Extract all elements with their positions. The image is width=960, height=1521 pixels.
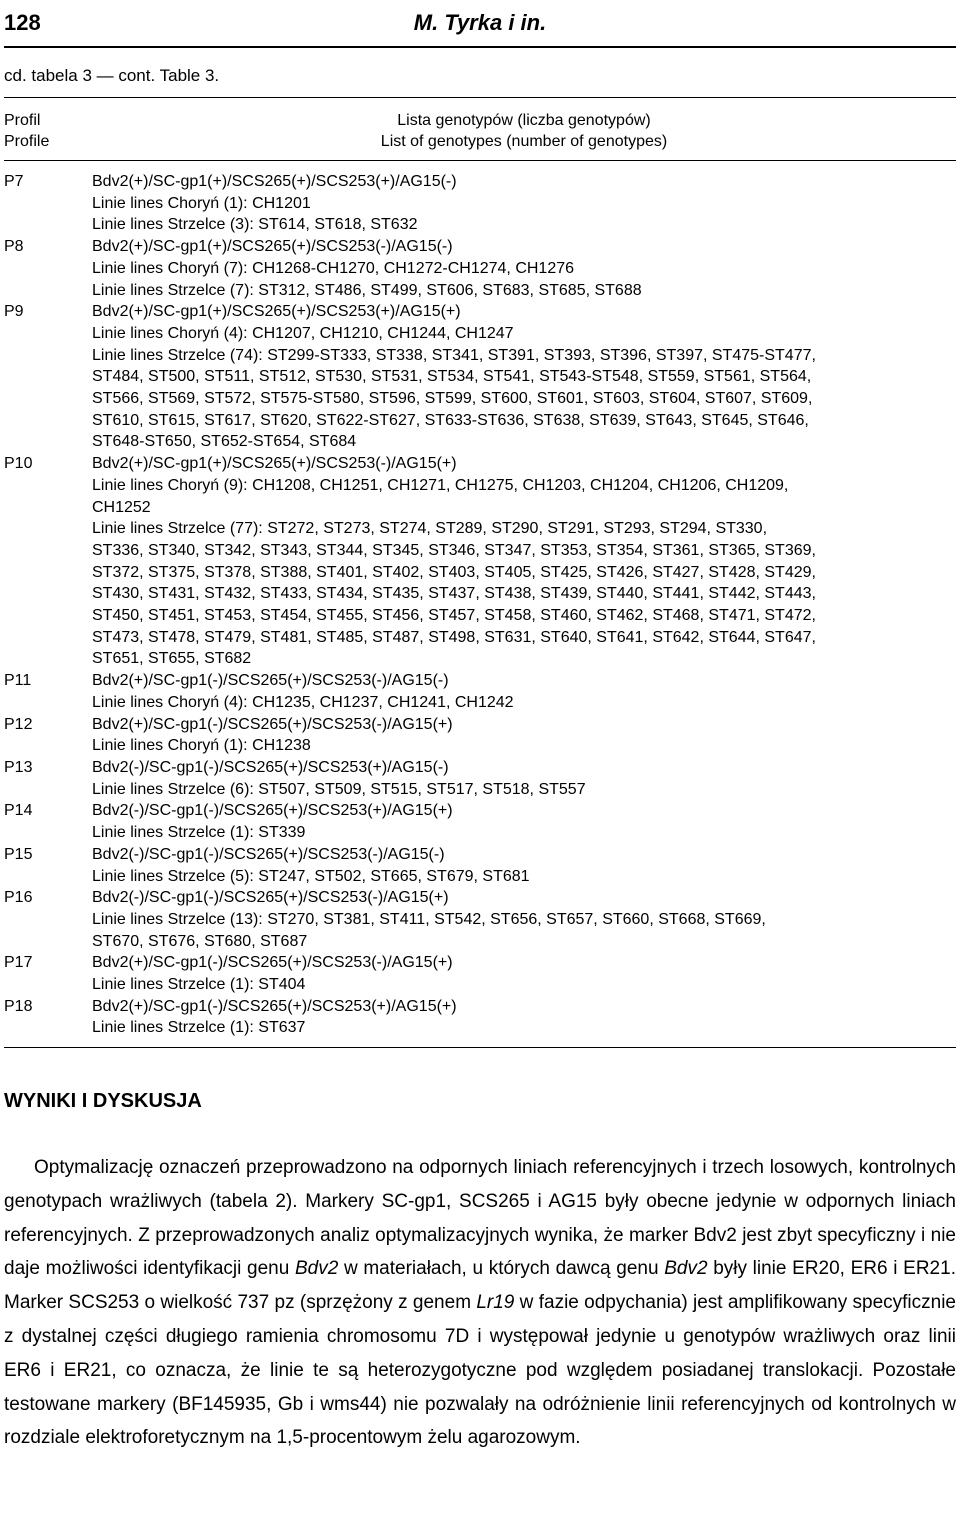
genotype-cell — [92, 996, 956, 1039]
marker-profile: Bdv2(-)/SC-gp1(-)/SCS265(+)/SCS253(-)/AG15(+) — [92, 889, 449, 907]
page-number: 128 — [4, 10, 41, 35]
running-title: M. Tyrka i in. — [413, 10, 547, 35]
marker-profile: Bdv2(-)/SC-gp1(-)/SCS265(+)/SCS253(+)/AG15(-) — [92, 758, 449, 776]
paragraph-text: w materiałach, u których dawcą genu — [338, 1258, 665, 1280]
line-list: Linie lines Choryń (4): CH1207, CH1210, CH1244, CH1247 — [92, 324, 514, 342]
genotype-cell — [92, 236, 956, 301]
table-header — [4, 98, 956, 161]
line-list: Linie lines Strzelce (77): ST272, ST273, ST274, ST289, ST290, ST291, ST293, ST294, ST330, — [92, 520, 768, 538]
table-row — [4, 757, 956, 800]
line-list: Linie lines Choryń (7): CH1268-CH1270, CH1272-CH1274, CH1276 — [92, 259, 575, 277]
marker-profile: Bdv2(+)/SC-gp1(+)/SCS265(+)/SCS253(+)/AG15(+) — [92, 303, 461, 321]
profile-cell: P16 — [4, 889, 33, 907]
table-row — [4, 714, 956, 757]
profile-cell: P14 — [4, 802, 33, 820]
line-list: Linie lines Strzelce (1): ST339 — [92, 824, 306, 842]
line-list: Linie lines Strzelce (1): ST404 — [92, 976, 306, 994]
section-title: WYNIKI I DYSKUSJA — [4, 1090, 202, 1112]
genotype-cell — [92, 714, 956, 757]
marker-profile: Bdv2(+)/SC-gp1(+)/SCS265(+)/SCS253(-)/AG15(-) — [92, 238, 453, 256]
genotype-cell — [92, 800, 956, 843]
line-list: Linie lines Choryń (1): CH1201 — [92, 194, 311, 212]
gene-name: Bdv2 — [294, 1258, 339, 1280]
line-list: ST484, ST500, ST511, ST512, ST530, ST531, ST534, ST541, ST543-ST548, ST559, ST561, ST564, — [92, 368, 812, 386]
marker-profile: Bdv2(+)/SC-gp1(+)/SCS265(+)/SCS253(-)/AG15(+) — [92, 455, 457, 473]
table-row — [4, 453, 956, 670]
header-genotypes-pl: Lista genotypów (liczba genotypów) — [397, 112, 651, 129]
header-profile-pl: Profil — [4, 112, 41, 129]
profile-cell: P10 — [4, 455, 33, 473]
table-row — [4, 996, 956, 1039]
line-list: Linie lines Choryń (4): CH1235, CH1237, CH1241, CH1242 — [92, 693, 514, 711]
line-list: Linie lines Strzelce (13): ST270, ST381, ST411, ST542, ST656, ST657, ST660, ST668, ST669, — [92, 910, 766, 928]
line-list: ST473, ST478, ST479, ST481, ST485, ST487, ST498, ST631, ST640, ST641, ST642, ST644, ST647, — [92, 628, 816, 646]
header-profile-en: Profile — [4, 133, 50, 150]
marker-profile: Bdv2(+)/SC-gp1(+)/SCS265(+)/SCS253(+)/AG15(-) — [92, 173, 457, 190]
marker-profile: Bdv2(+)/SC-gp1(-)/SCS265(+)/SCS253(-)/AG15(-) — [92, 672, 449, 690]
line-list: ST336, ST340, ST342, ST343, ST344, ST345, ST346, ST347, ST353, ST354, ST361, ST365, ST369, — [92, 541, 816, 559]
line-list: CH1252 — [92, 498, 151, 516]
profile-cell: P8 — [4, 238, 24, 256]
table-row — [4, 952, 956, 995]
profile-cell: P11 — [4, 672, 32, 690]
line-list: ST670, ST676, ST680, ST687 — [92, 932, 308, 950]
profile-cell: P7 — [4, 173, 24, 190]
header-genotypes-en: List of genotypes (number of genotypes) — [380, 133, 668, 150]
table-row — [4, 236, 956, 301]
line-list: Linie lines Choryń (9): CH1208, CH1251, CH1271, CH1275, CH1203, CH1204, CH1206, CH1209, — [92, 476, 789, 494]
line-list: Linie lines Strzelce (5): ST247, ST502, ST665, ST679, ST681 — [92, 867, 530, 885]
genotype-cell — [92, 670, 956, 713]
profile-cell: P15 — [4, 845, 33, 863]
line-list: Linie lines Strzelce (6): ST507, ST509, ST515, ST517, ST518, ST557 — [92, 780, 586, 798]
header-genotypes — [92, 110, 956, 152]
paragraph-text: były linie ER20, ER6 i ER21. Marker SCS253 o wielkość 737 pz (sprzężony z genem — [4, 1258, 956, 1314]
profile-cell: P9 — [4, 303, 24, 321]
genotype-cell — [92, 952, 956, 995]
profile-cell: P13 — [4, 758, 33, 776]
table-body — [4, 161, 956, 1048]
line-list: ST610, ST615, ST617, ST620, ST622-ST627, ST633-ST636, ST638, ST639, ST643, ST645, ST646, — [92, 411, 809, 429]
table-row — [4, 800, 956, 843]
line-list: ST651, ST655, ST682 — [92, 650, 252, 668]
marker-profile: Bdv2(-)/SC-gp1(-)/SCS265(+)/SCS253(-)/AG15(-) — [92, 845, 445, 863]
paragraph-text: Optymalizację oznaczeń przeprowadzono na odpornych liniach referencyjnych i trzech losowych, kontrolnych genotypach wrażliwych (tabela 2). Markery SC-gp1, SCS265 i AG15 były obecne jedynie w odpornych liniach referencyjnych. Z przeprowadzonych analiz optymalizacyjnych wynika, że marker Bdv2 jest zbyt specyficzny i nie daje możliwości identyfikacji genu — [4, 1157, 956, 1280]
table-caption: cd. tabela 3 — cont. Table 3. — [4, 66, 220, 85]
line-list: ST372, ST375, ST378, ST388, ST401, ST402, ST403, ST405, ST425, ST426, ST427, ST428, ST429, — [92, 563, 816, 581]
table-row — [4, 844, 956, 887]
marker-profile: Bdv2(+)/SC-gp1(-)/SCS265(+)/SCS253(-)/AG15(+) — [92, 715, 453, 733]
genotype-cell — [92, 757, 956, 800]
table-row — [4, 301, 956, 453]
profile-cell: P18 — [4, 997, 33, 1015]
line-list: ST648-ST650, ST652-ST654, ST684 — [92, 433, 357, 451]
genotype-cell — [92, 301, 956, 453]
genotype-table — [4, 97, 956, 1048]
profile-cell: P17 — [4, 954, 33, 972]
line-list: Linie lines Choryń (1): CH1238 — [92, 737, 311, 755]
genotype-cell — [92, 887, 956, 952]
line-list: Linie lines Strzelce (74): ST299-ST333, ST338, ST341, ST391, ST393, ST396, ST397, ST475-ST477, — [92, 346, 816, 364]
table-row — [4, 171, 956, 236]
marker-profile: Bdv2(-)/SC-gp1(-)/SCS265(+)/SCS253(+)/AG15(+) — [92, 802, 453, 820]
marker-profile: Bdv2(+)/SC-gp1(-)/SCS265(+)/SCS253(+)/AG15(+) — [92, 997, 457, 1015]
marker-profile: Bdv2(+)/SC-gp1(-)/SCS265(+)/SCS253(-)/AG15(+) — [92, 954, 453, 972]
line-list: ST450, ST451, ST453, ST454, ST455, ST456, ST457, ST458, ST460, ST462, ST468, ST471, ST472, — [92, 607, 816, 625]
gene-name: Lr19 — [476, 1292, 515, 1314]
line-list: Linie lines Strzelce (7): ST312, ST486, ST499, ST606, ST683, ST685, ST688 — [92, 281, 642, 299]
header-profile — [4, 110, 92, 152]
paragraph-text: w fazie odpychania) jest amplifikowany specyficznie z dystalnej części długiego ramienia chromosomu 7D i występował jedynie u genotypów wrażliwych oraz linii ER6 i ER21, co oznacza, że linie te są heterozygotyczne pod względem posiadanej translokacji. Pozostałe testowane markery (BF145935, Gb i wms44) nie pozwalały na odróżnienie linii referencyjnych od kontrolnych w rozdziale elektroforetycznym na 1,5-procentowym żelu agarozowym. — [4, 1292, 956, 1449]
gene-name: Bdv2 — [664, 1258, 708, 1280]
line-list: ST566, ST569, ST572, ST575-ST580, ST596, ST599, ST600, ST601, ST603, ST604, ST607, ST609, — [92, 390, 813, 408]
genotype-cell — [92, 844, 956, 887]
table-row — [4, 670, 956, 713]
line-list: ST430, ST431, ST432, ST433, ST434, ST435, ST437, ST438, ST439, ST440, ST441, ST442, ST443, — [92, 585, 816, 603]
page-header — [4, 0, 956, 48]
table-row — [4, 887, 956, 952]
results-paragraph — [4, 1151, 956, 1455]
genotype-cell — [92, 453, 956, 670]
line-list: Linie lines Strzelce (3): ST614, ST618, ST632 — [92, 216, 418, 234]
genotype-cell — [92, 171, 956, 236]
line-list: Linie lines Strzelce (1): ST637 — [92, 1019, 306, 1037]
profile-cell: P12 — [4, 715, 33, 733]
